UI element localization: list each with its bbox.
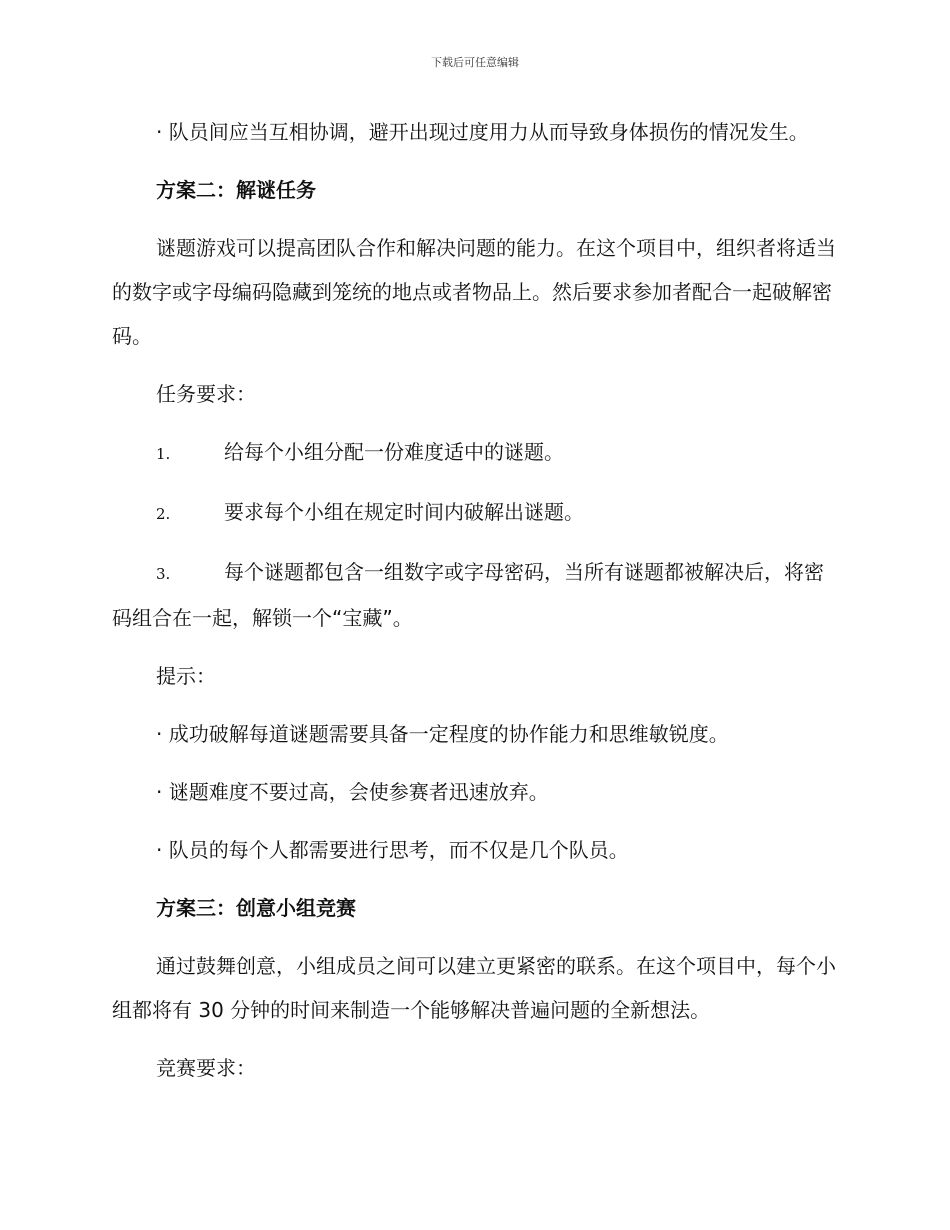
section-heading-2: 方案二：解谜任务 [156, 178, 316, 202]
page-header: 下载后可任意编辑 [431, 56, 519, 69]
list-item-number: 2. [156, 505, 171, 523]
list-item-number: 3. [156, 565, 171, 583]
list-item [112, 430, 838, 476]
label-tips: 提示： [156, 664, 216, 688]
list-item-text: 给每个小组分配一份难度适中的谜题。 [224, 440, 564, 464]
list-item-text: 要求每个小组在规定时间内破解出谜题。 [224, 500, 584, 524]
bullet-tip-2: · 谜题难度不要过高，会使参赛者迅速放弃。 [156, 780, 549, 804]
bullet-tip-1: · 成功破解每道谜题需要具备一定程度的协作能力和思维敏锐度。 [156, 722, 729, 746]
section-heading-3: 方案三：创意小组竞赛 [156, 896, 356, 920]
list-item-text: 每个谜题都包含一组数字或字母密码，当所有谜题都被解决后，将密码组合在一起，解锁一个“宝藏”。 [112, 560, 824, 630]
list-item [112, 550, 838, 640]
list-item [112, 490, 838, 536]
bullet-coordination: · 队员间应当互相协调，避开出现过度用力从而导致身体损伤的情况发生。 [156, 120, 809, 144]
list-item-number: 1. [156, 445, 171, 463]
label-contest-requirements: 竞赛要求： [156, 1056, 256, 1080]
paragraph-puzzle-intro: 谜题游戏可以提高团队合作和解决问题的能力。在这个项目中，组织者将适当的数字或字母编码隐藏到笼统的地点或者物品上。然后要求参加者配合一起破解密码。 [112, 236, 836, 348]
bullet-tip-3: · 队员的每个人都需要进行思考，而不仅是几个队员。 [156, 838, 629, 862]
label-task-requirements: 任务要求： [156, 382, 256, 406]
paragraph-creative-intro: 通过鼓舞创意，小组成员之间可以建立更紧密的联系。在这个项目中，每个小组都将有 30 分钟的时间来制造一个能够解决普遍问题的全新想法。 [112, 954, 836, 1022]
document-body [112, 110, 838, 1104]
